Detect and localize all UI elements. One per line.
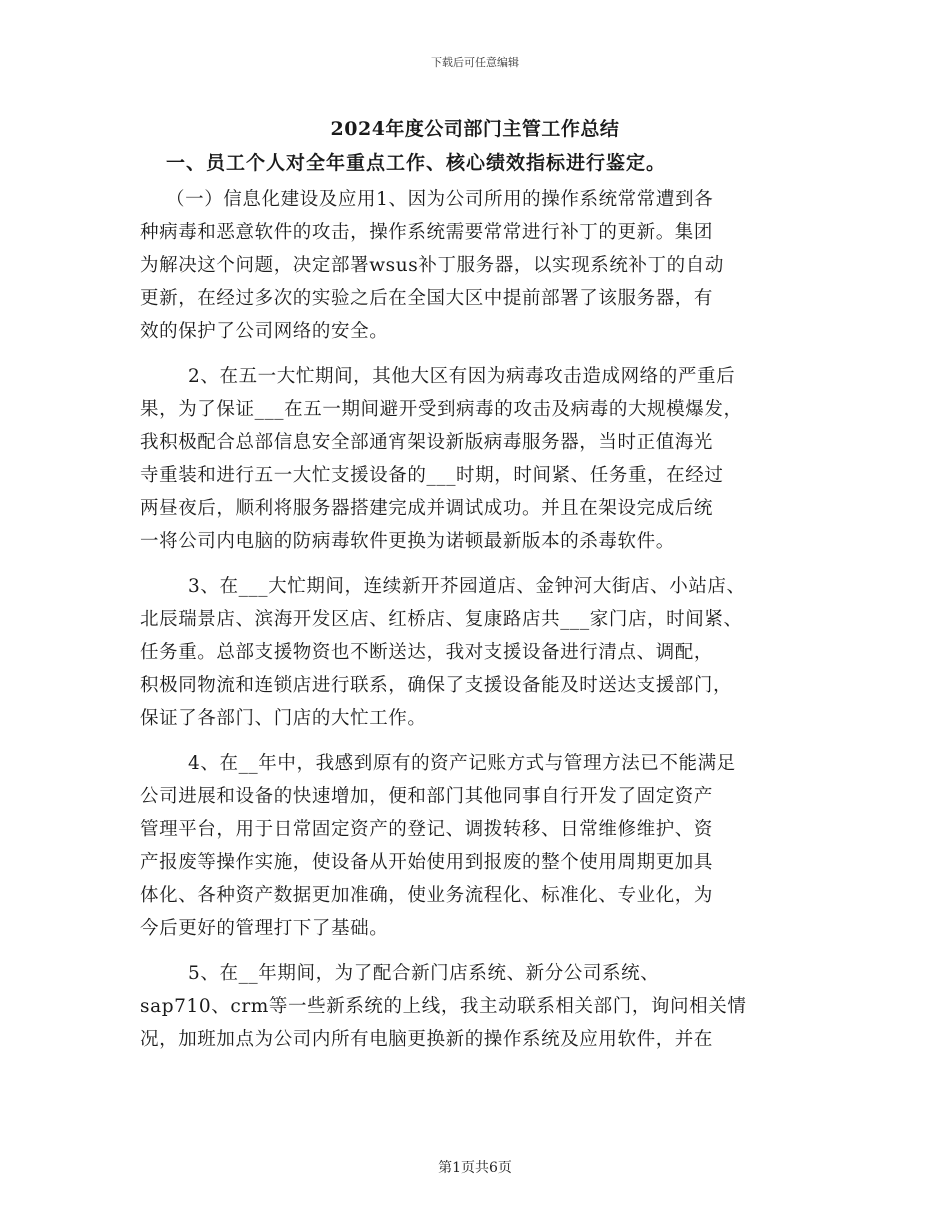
- page-number: 第1页共6页: [438, 1160, 512, 1176]
- body-line: 产报废等操作实施，使设备从开始使用到报废的整个使用周期更加具: [140, 852, 714, 873]
- body-line: 4、在__年中，我感到原有的资产记账方式与管理方法已不能满足: [188, 753, 736, 774]
- body-line: 果，为了保证___在五一期间避开受到病毒的攻击及病毒的大规模爆发，: [140, 399, 743, 420]
- section-heading: 一、员工个人对全年重点工作、核心绩效指标进行鉴定。: [166, 152, 667, 174]
- body-line: 任务重。总部支援物资也不断送达，我对支援设备进行清点、调配，: [140, 642, 714, 663]
- body-line: 更新，在经过多次的实验之后在全国大区中提前部署了该服务器，有: [140, 288, 714, 309]
- body-line: 5、在__年期间，为了配合新门店系统、新分公司系统、: [188, 963, 660, 984]
- body-line: 积极同物流和连锁店进行联系，确保了支援设备能及时送达支援部门，: [140, 675, 733, 696]
- document-title: 2024年度公司部门主管工作总结: [330, 118, 620, 140]
- body-line: 保证了各部门、门店的大忙工作。: [140, 708, 427, 729]
- body-line: 今后更好的管理打下了基础。: [140, 918, 389, 939]
- body-line: （一）信息化建设及应用1、因为公司所用的操作系统常常遭到各: [166, 189, 714, 210]
- body-line: 种病毒和恶意软件的攻击，操作系统需要常常进行补丁的更新。集团: [140, 222, 714, 243]
- body-line: 况，加班加点为公司内所有电脑更换新的操作系统及应用软件，并在: [140, 1029, 714, 1050]
- body-line: 一将公司内电脑的防病毒软件更换为诺顿最新版本的杀毒软件。: [140, 531, 675, 552]
- body-line: 两昼夜后，顺利将服务器搭建完成并调试成功。并且在架设完成后统: [140, 498, 714, 519]
- body-line: 体化、各种资产数据更加准确，使业务流程化、标准化、专业化，为: [140, 885, 714, 906]
- body-line: 效的保护了公司网络的安全。: [140, 321, 389, 342]
- body-line: 寺重装和进行五一大忙支援设备的___时期，时间紧、任务重，在经过: [140, 465, 724, 486]
- body-line: 我积极配合总部信息安全部通宵架设新版病毒服务器，当时正值海光: [140, 432, 714, 453]
- body-line: 3、在___大忙期间，连续新开芥园道店、金钟河大街店、小站店、: [188, 576, 746, 597]
- body-line: 管理平台，用于日常固定资产的登记、调拨转移、日常维修维护、资: [140, 819, 714, 840]
- body-line: 北辰瑞景店、滨海开发区店、红桥店、复康路店共___家门店，时间紧、: [140, 609, 743, 630]
- body-line: 公司进展和设备的快速增加，便和部门其他同事自行开发了固定资产: [140, 786, 714, 807]
- body-line: sap710、crm等一些新系统的上线，我主动联系相关部门，询问相关情: [140, 996, 747, 1017]
- body-line: 为解决这个问题，决定部署wsus补丁服务器，以实现系统补丁的自动: [140, 255, 724, 276]
- body-line: 2、在五一大忙期间，其他大区有因为病毒攻击造成网络的严重后: [188, 366, 736, 387]
- download-note: 下载后可任意编辑: [431, 56, 519, 69]
